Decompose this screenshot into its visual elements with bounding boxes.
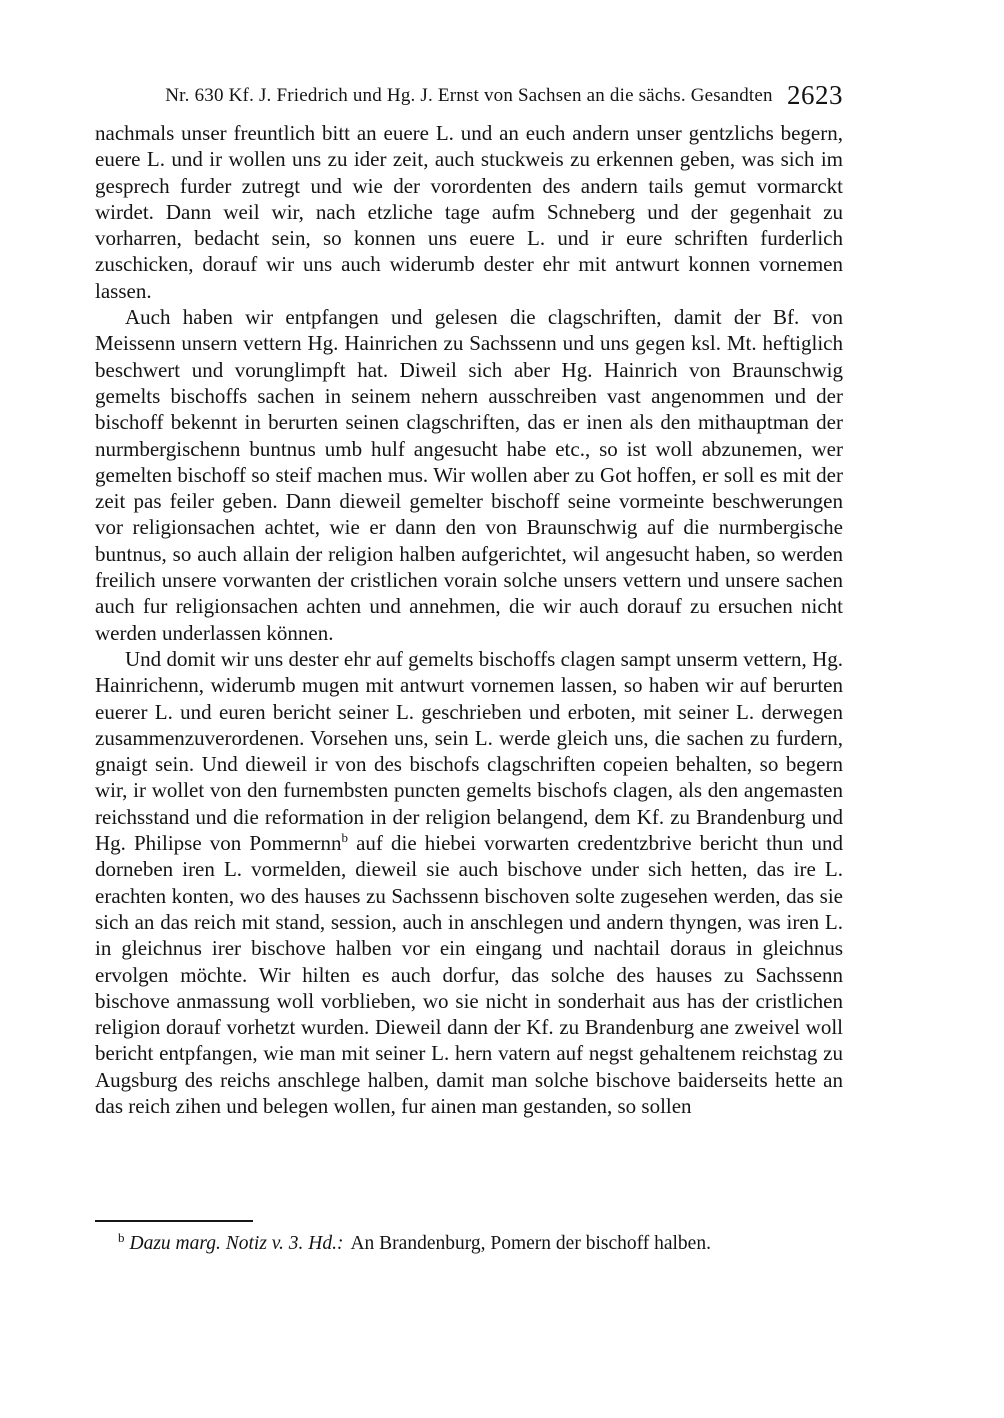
footnote-text: An Brandenburg, Pomern der bischoff halben.	[350, 1233, 711, 1254]
footnote-block	[95, 1220, 843, 1256]
paragraph: nachmals unser freuntlich bitt an euere L. und an euch andern unser gentzlichs begern, euere L. und ir wollen uns zu ider zeit, auch stuckweis zu erkennen geben, was sich im gesprech furder zutregt und wie der vorordenten des andern tails gemut vormarckt wirdet. Dann weil wir, nach etzliche tage aufm Schneberg und der gegenhait zu vorharren, bedacht sein, so konnen uns euere L. und ir eure schriften furderlich zuschicken, dorauf wir uns auch widerumb dester ehr mit antwurt konnen vornemen lassen.	[95, 121, 843, 303]
footnote	[95, 1231, 843, 1256]
page-number: 2623	[787, 80, 843, 110]
footnote-source-note: Dazu marg. Notiz v. 3. Hd.:	[129, 1233, 344, 1254]
paragraph: Auch haben wir entpfangen und gelesen die clagschriften, damit der Bf. von Meissenn unsern vettern Hg. Hainrichen zu Sachssenn und uns gegen ksl. Mt. heftiglich beschwert und vorunglimpft hat. Diweil sich aber Hg. Hainrich von Braunschwig gemelts bischoffs sachen in seinem nehern ausschreiben vast angenommen und der bischoff bekennt in berurten seinen clagschriften, das er inen als den mithauptman der nurmbergischenn buntnus umb hulf angesucht habe etc., so ist woll abzunemen, wer gemelten bischoff so steif machen mus. Wir wollen aber zu Got hoffen, er soll es mit der zeit pas feiler geben. Dann dieweil gemelter bischoff seine vormeinte beschwerungen vor religionsachen achtet, wie er dann den von Braunschwig auf die nurmbergische buntnus, so auch allain der religion halben aufgerichtet, wil angesucht haben, so werden freilich unsere vorwanten der cristlichen vorain solche unsers vettern und unsere sachen auch fur religionsachen achten und annehmen, die wir auch dorauf zu ersuchen nicht werden underlassen können.	[95, 305, 843, 645]
running-header	[95, 79, 843, 109]
footnote-marker-ref: b	[341, 830, 349, 846]
footnote-marker: b	[118, 1229, 125, 1245]
paragraph: Und domit wir uns dester ehr auf gemelts bischoffs clagen sampt unserm vettern, Hg. Hainrichenn, widerumb mugen mit antwurt vornemen lassen, so haben wir auf berurten euerer L. und euren bericht seiner L. geschrieben und erboten, mit seiner L. derwegen zusammenzuverordenen. Vorsehen uns, sein L. werde gleich uns, die sachen zu furdern, gnaigt sein. Und dieweil ir von des bischofs clagschriften copeien behalten, so begern wir, ir wollet von den furnembsten puncten gemelts bischofs clagen, als den angemasten reichsstand und die reformation in der religion belangend, dem Kf. zu Brandenburg und Hg. Philipse von Pommernn$^b$ auf die hiebei vorwarten credentzbrive bericht thun und dorneben iren L. vormelden, dieweil sie auch bischove under sich hetten, das ire L. erachten konten, wo des hauses zu Sachssenn bischoven solte zugesehen werden, das sie sich an das reich mit stand, session, auch in anschlegen und andern thyngen, was iren L. in gleichnus irer bischove halben vor ein eingang und nachtail doraus in gleichnus ervolgen möchte. Wir hilten es auch dorfur, das solche des hauses zu Sachssenn bischove anmassung woll vorblieben, wo sie nicht in sonderhait aus has der cristlichen religion dorauf vorhetzt wurden. Dieweil dann der Kf. zu Brandenburg ane zweivel woll bericht entpfangen, wie man mit seiner L. hern vatern auf negst gehaltenem reichstag zu Augsburg des reichs anschlege halben, damit man solche bischove baiderseits hette an das reich zihen und belegen wollen, fur ainen man gestanden, so sollen	[95, 646, 843, 1118]
letter-text	[95, 120, 843, 1119]
footnote-rule	[95, 1220, 253, 1222]
header-title: Nr. 630 Kf. J. Friedrich und Hg. J. Ernst von Sachsen an die sächs. Gesandten	[165, 85, 773, 106]
